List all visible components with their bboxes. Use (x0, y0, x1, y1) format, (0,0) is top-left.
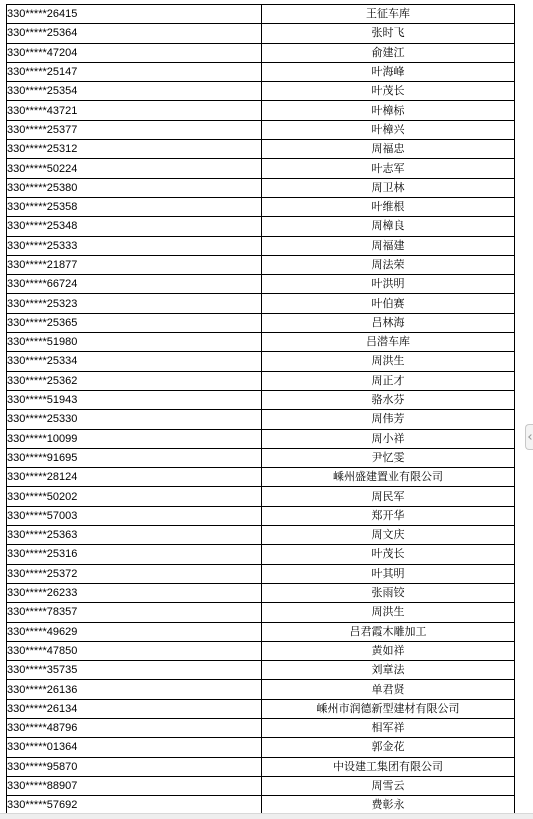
table-row (7, 120, 515, 139)
owner-name-cell: 郭金花 (262, 738, 515, 757)
id-number-cell: 330*****25348 (7, 217, 262, 236)
owner-name-cell: 单君贤 (262, 680, 515, 699)
owner-name-cell: 黄如祥 (262, 641, 515, 660)
id-number-cell: 330*****25380 (7, 178, 262, 197)
table-row (7, 583, 515, 602)
chevron-left-icon[interactable] (525, 424, 533, 450)
id-number-cell: 330*****48796 (7, 718, 262, 737)
owner-name-cell: 刘章法 (262, 661, 515, 680)
table-row (7, 159, 515, 178)
table-row (7, 82, 515, 101)
id-number-cell: 330*****95870 (7, 757, 262, 776)
owner-name-cell: 张雨铰 (262, 583, 515, 602)
owner-name-cell: 周洪生 (262, 352, 515, 371)
table-row (7, 43, 515, 62)
table-row (7, 468, 515, 487)
records-table (6, 4, 515, 815)
table-row (7, 62, 515, 81)
id-number-cell: 330*****25358 (7, 197, 262, 216)
table-row (7, 217, 515, 236)
table-row (7, 526, 515, 545)
table-row (7, 410, 515, 429)
table-row (7, 661, 515, 680)
table-row (7, 140, 515, 159)
owner-name-cell: 叶樟兴 (262, 120, 515, 139)
id-number-cell: 330*****25354 (7, 82, 262, 101)
owner-name-cell: 叶伯赛 (262, 294, 515, 313)
id-number-cell: 330*****25377 (7, 120, 262, 139)
records-sheet (6, 4, 515, 815)
id-number-cell: 330*****26415 (7, 5, 262, 24)
id-number-cell: 330*****25362 (7, 371, 262, 390)
id-number-cell: 330*****47850 (7, 641, 262, 660)
owner-name-cell: 尹忆雯 (262, 448, 515, 467)
table-row (7, 680, 515, 699)
table-row (7, 622, 515, 641)
owner-name-cell: 俞建江 (262, 43, 515, 62)
owner-name-cell: 周福忠 (262, 140, 515, 159)
owner-name-cell: 叶茂长 (262, 82, 515, 101)
id-number-cell: 330*****01364 (7, 738, 262, 757)
table-row (7, 506, 515, 525)
id-number-cell: 330*****91695 (7, 448, 262, 467)
owner-name-cell: 叶维根 (262, 197, 515, 216)
owner-name-cell: 周正才 (262, 371, 515, 390)
owner-name-cell: 吕君霞木雕加工 (262, 622, 515, 641)
id-number-cell: 330*****28124 (7, 468, 262, 487)
id-number-cell: 330*****25316 (7, 545, 262, 564)
owner-name-cell: 叶茂长 (262, 545, 515, 564)
table-row (7, 757, 515, 776)
owner-name-cell: 中设建工集团有限公司 (262, 757, 515, 776)
table-row (7, 24, 515, 43)
owner-name-cell: 周法荣 (262, 255, 515, 274)
table-row (7, 101, 515, 120)
owner-name-cell: 费彰永 (262, 796, 515, 815)
owner-name-cell: 郑开华 (262, 506, 515, 525)
owner-name-cell: 周樟良 (262, 217, 515, 236)
table-row (7, 718, 515, 737)
owner-name-cell: 吕潜车库 (262, 333, 515, 352)
owner-name-cell: 周洪生 (262, 603, 515, 622)
table-row (7, 333, 515, 352)
owner-name-cell: 王征车库 (262, 5, 515, 24)
id-number-cell: 330*****66724 (7, 275, 262, 294)
id-number-cell: 330*****51943 (7, 390, 262, 409)
id-number-cell: 330*****21877 (7, 255, 262, 274)
owner-name-cell: 周伟芳 (262, 410, 515, 429)
table-row (7, 641, 515, 660)
table-row (7, 178, 515, 197)
id-number-cell: 330*****25372 (7, 564, 262, 583)
table-row (7, 487, 515, 506)
id-number-cell: 330*****78357 (7, 603, 262, 622)
owner-name-cell: 周民军 (262, 487, 515, 506)
id-number-cell: 330*****26233 (7, 583, 262, 602)
owner-name-cell: 骆水芬 (262, 390, 515, 409)
table-row (7, 313, 515, 332)
id-number-cell: 330*****25364 (7, 24, 262, 43)
id-number-cell: 330*****51980 (7, 333, 262, 352)
table-row (7, 776, 515, 795)
table-row (7, 448, 515, 467)
id-number-cell: 330*****49629 (7, 622, 262, 641)
horizontal-scrollbar[interactable] (0, 813, 533, 819)
id-number-cell: 330*****57692 (7, 796, 262, 815)
table-row (7, 236, 515, 255)
table-row (7, 738, 515, 757)
id-number-cell: 330*****88907 (7, 776, 262, 795)
id-number-cell: 330*****25363 (7, 526, 262, 545)
owner-name-cell: 周福建 (262, 236, 515, 255)
owner-name-cell: 张时飞 (262, 24, 515, 43)
table-row (7, 699, 515, 718)
owner-name-cell: 嵊州盛建置业有限公司 (262, 468, 515, 487)
id-number-cell: 330*****50224 (7, 159, 262, 178)
table-row (7, 371, 515, 390)
id-number-cell: 330*****57003 (7, 506, 262, 525)
owner-name-cell: 叶其明 (262, 564, 515, 583)
owner-name-cell: 周小祥 (262, 429, 515, 448)
owner-name-cell: 相军祥 (262, 718, 515, 737)
owner-name-cell: 叶志军 (262, 159, 515, 178)
table-row (7, 564, 515, 583)
id-number-cell: 330*****26134 (7, 699, 262, 718)
table-row (7, 352, 515, 371)
table-row (7, 429, 515, 448)
id-number-cell: 330*****26136 (7, 680, 262, 699)
table-row (7, 294, 515, 313)
id-number-cell: 330*****47204 (7, 43, 262, 62)
id-number-cell: 330*****25333 (7, 236, 262, 255)
id-number-cell: 330*****43721 (7, 101, 262, 120)
owner-name-cell: 叶洪明 (262, 275, 515, 294)
id-number-cell: 330*****10099 (7, 429, 262, 448)
table-row (7, 390, 515, 409)
owner-name-cell: 周雪云 (262, 776, 515, 795)
records-table-body (7, 5, 515, 815)
owner-name-cell: 叶樟标 (262, 101, 515, 120)
owner-name-cell: 周卫林 (262, 178, 515, 197)
table-row (7, 255, 515, 274)
id-number-cell: 330*****25147 (7, 62, 262, 81)
id-number-cell: 330*****25312 (7, 140, 262, 159)
id-number-cell: 330*****25365 (7, 313, 262, 332)
id-number-cell: 330*****25323 (7, 294, 262, 313)
owner-name-cell: 叶海峰 (262, 62, 515, 81)
table-row (7, 5, 515, 24)
id-number-cell: 330*****25334 (7, 352, 262, 371)
table-row (7, 275, 515, 294)
id-number-cell: 330*****50202 (7, 487, 262, 506)
table-row (7, 197, 515, 216)
id-number-cell: 330*****25330 (7, 410, 262, 429)
id-number-cell: 330*****35735 (7, 661, 262, 680)
table-row (7, 545, 515, 564)
owner-name-cell: 嵊州市润德新型建材有限公司 (262, 699, 515, 718)
owner-name-cell: 周文庆 (262, 526, 515, 545)
table-row (7, 603, 515, 622)
owner-name-cell: 吕林海 (262, 313, 515, 332)
